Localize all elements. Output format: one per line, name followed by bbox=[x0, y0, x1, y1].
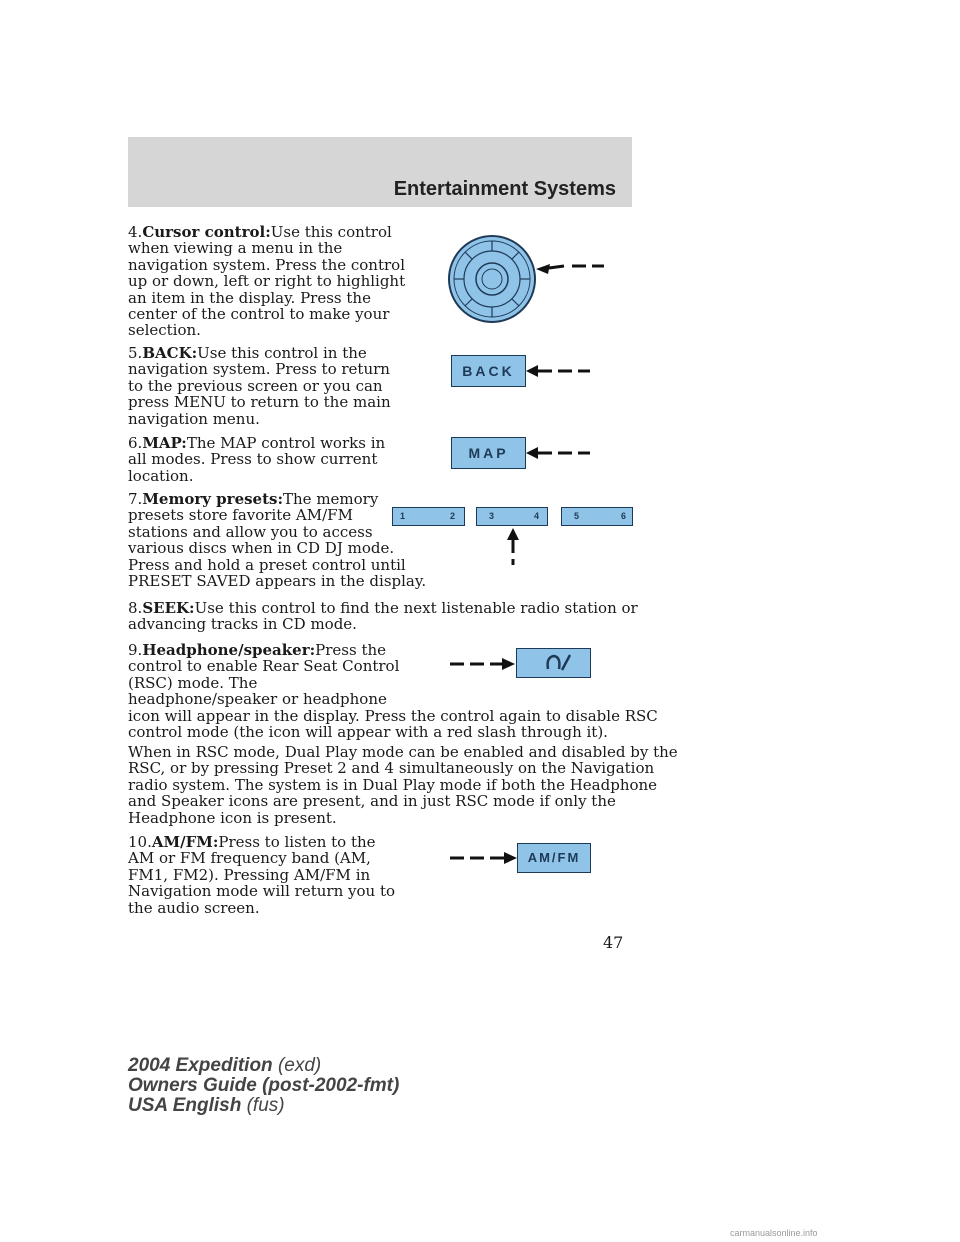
amfm-button[interactable]: AM/FM bbox=[517, 843, 591, 873]
preset-button-1-2[interactable]: 1 2 bbox=[392, 507, 465, 526]
item-headphone-speaker: 9.Headphone/speaker:Press the control to enable Rear Seat Control (RSC) mode. The headphone/speaker or headphone icon will appear in the display. Press the control again to disable RSC control mode (the icon will appear with a red slash through it). bbox=[128, 641, 658, 742]
watermark: carmanualsonline.info bbox=[730, 1228, 818, 1238]
presets-pointer-arrow bbox=[505, 528, 521, 566]
item-seek: 8.SEEK:Use this control to find the next listenable radio station or advancing tracks in CD mode. bbox=[128, 599, 638, 634]
back-button[interactable]: BACK bbox=[451, 355, 526, 387]
item-memory-presets: 7.Memory presets:The memory presets store favorite AM/FM stations and allow you to access various discs when in CD DJ mode. Press and hold a preset control until PRESET SAVED appears in the display. bbox=[128, 490, 427, 591]
section-header bbox=[128, 137, 632, 207]
amfm-pointer-arrow bbox=[448, 849, 518, 867]
headphone-speaker-icon bbox=[518, 649, 590, 676]
document-footer: 2004 Expedition (exd) Owners Guide (post-2002-fmt) USA English (fus) bbox=[128, 1055, 400, 1116]
back-pointer-arrow bbox=[526, 362, 592, 380]
headphone-pointer-arrow bbox=[448, 655, 516, 673]
page-number: 47 bbox=[603, 933, 624, 952]
item-map: 6.MAP:The MAP control works in all modes. Press to show current location. bbox=[128, 434, 386, 485]
preset-button-5-6[interactable]: 5 6 bbox=[561, 507, 633, 526]
section-title: Entertainment Systems bbox=[393, 178, 616, 200]
item-cursor-control: 4.Cursor control:Use this control when viewing a menu in the navigation system. Press the control up or down, left or right to highlight an item in the display. Press the center of the control to make your selection. bbox=[128, 223, 406, 340]
map-button[interactable]: MAP bbox=[451, 437, 526, 469]
item-back: 5.BACK:Use this control in the navigation system. Press to return to the previous screen or you can press MENU to return to the main navigation menu. bbox=[128, 344, 391, 428]
map-pointer-arrow bbox=[526, 444, 592, 462]
item-amfm: 10.AM/FM:Press to listen to the AM or FM frequency band (AM, FM1, FM2). Pressing AM/FM in Navigation mode will return you to the audio screen. bbox=[128, 833, 395, 917]
preset-button-3-4[interactable]: 3 4 bbox=[476, 507, 548, 526]
cursor-control-illustration bbox=[446, 234, 606, 324]
headphone-speaker-button[interactable] bbox=[516, 648, 591, 678]
rsc-mode-paragraph: When in RSC mode, Dual Play mode can be enabled and disabled by the RSC, or by pressing Preset 2 and 4 simultaneously on the Navigation radio system. The system is in Dual Play mode if both the Headphone and Speaker icons are present, and in just RSC mode if only the Headphone icon is present. bbox=[128, 743, 678, 827]
